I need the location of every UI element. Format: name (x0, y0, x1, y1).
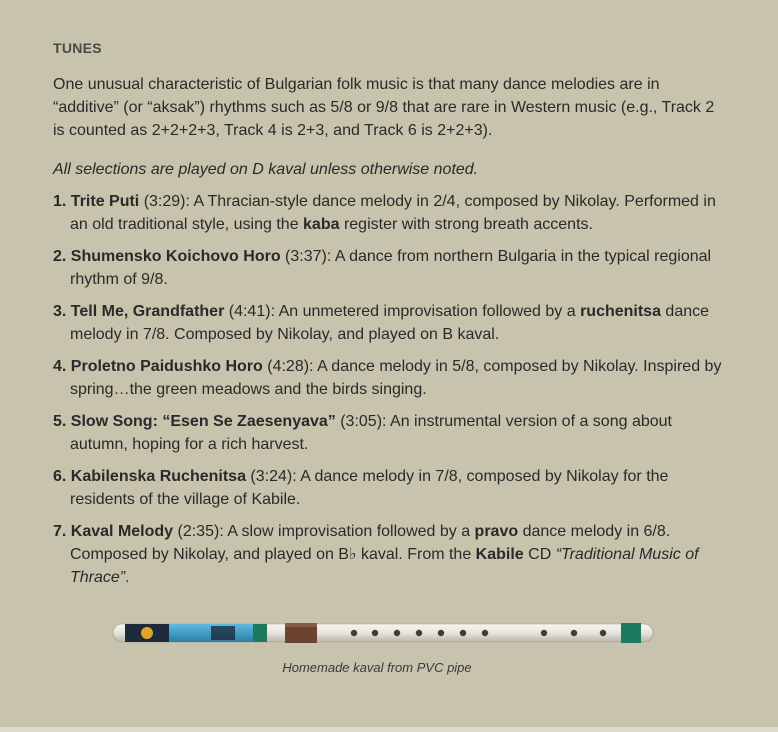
pipe-band-green (253, 624, 267, 642)
pipe-label-panel (211, 626, 235, 640)
track-duration: (3:24) (245, 468, 293, 485)
track-duration: (3:05) (335, 413, 383, 430)
track-number: 7. (53, 523, 67, 540)
section-heading: TUNES (53, 40, 102, 56)
track-item (53, 245, 723, 291)
track-description: : An instrumental version of a song about autumn, hoping for a rich harvest. (70, 413, 672, 453)
track-title: Shumensko Koichovo Horo (70, 248, 281, 265)
pipe-band-brown-edge (285, 623, 317, 627)
track-item (53, 520, 723, 589)
track-duration: (3:29) (139, 193, 186, 210)
intro-paragraph: One unusual characteristic of Bulgarian folk music is that many dance melodies are in “additive” (or “aksak”) rhythms such as 5/8 or 9/8 that are rare in Western music (e.g., Track 2 is counted as 2+2+2+3, Track 4 is 2+3, and Track 6 is 2+2+3). (53, 76, 715, 139)
track-item (53, 300, 723, 346)
track-description: : A slow improvisation followed by a (219, 523, 475, 540)
track-duration: (4:41) (224, 303, 271, 320)
track-title: Kaval Melody (70, 523, 174, 540)
album-title: “Traditional Music of Thrace” (70, 546, 699, 586)
track-duration: (4:28) (262, 358, 310, 375)
track-keyword: Kabile (475, 546, 524, 563)
kaval-photo (111, 620, 656, 651)
track-item (53, 355, 723, 401)
tunes-page (53, 38, 723, 598)
track-description: dance melody in 7/8. Composed by Nikolay, and played on B kaval. (70, 303, 710, 343)
track-duration: (3:37) (280, 248, 327, 265)
track-title: Proletno Paidushko Horo (70, 358, 263, 375)
track-description: : A dance melody in 5/8, composed by Nikolay. Inspired by spring…the green meadows and the birds singing. (70, 358, 722, 398)
pipe-band-green-end (621, 623, 641, 643)
track-title: Trite Puti (70, 193, 140, 210)
track-description: : A Thracian-style dance melody in 2/4, composed by Nikolay. Performed in an old traditional style, using the (70, 193, 716, 233)
kaval-note: All selections are played on D kaval unless otherwise noted. (53, 161, 479, 178)
track-item (53, 465, 723, 511)
track-keyword: pravo (474, 523, 519, 540)
kaval-figure (53, 610, 701, 678)
track-item (53, 410, 723, 456)
track-list (53, 190, 723, 589)
track-number: 1. (53, 193, 67, 210)
track-title: Slow Song: “Esen Se Zaesenyava” (70, 413, 336, 430)
page-bottom-edge (0, 727, 778, 732)
figure-caption: Homemade kaval from PVC pipe (282, 660, 472, 675)
track-number: 6. (53, 468, 67, 485)
track-duration: (2:35) (173, 523, 220, 540)
track-description: register with strong breath accents. (339, 216, 593, 233)
track-title: Kabilenska Ruchenitsa (70, 468, 246, 485)
track-keyword: ruchenitsa (580, 303, 661, 320)
track-description: dance melody in 6/8. Composed by Nikolay, and played on B♭ kaval. From the (70, 523, 671, 563)
track-description: CD (523, 546, 556, 563)
pipe-label-emblem (141, 627, 153, 639)
track-number: 4. (53, 358, 67, 375)
track-number: 3. (53, 303, 67, 320)
track-title: Tell Me, Grandfather (70, 303, 225, 320)
track-description: : A dance from northern Bulgaria in the typical regional rhythm of 9/8. (70, 248, 712, 288)
track-keyword: kaba (303, 216, 340, 233)
track-number: 2. (53, 248, 67, 265)
track-number: 5. (53, 413, 67, 430)
kaval-flute-image (111, 620, 656, 646)
track-description: : An unmetered improvisation followed by a (270, 303, 581, 320)
track-description: : A dance melody in 7/8, composed by Nikolay for the residents of the village of Kabile. (70, 468, 669, 508)
track-item (53, 190, 723, 236)
track-description: . (125, 569, 130, 586)
